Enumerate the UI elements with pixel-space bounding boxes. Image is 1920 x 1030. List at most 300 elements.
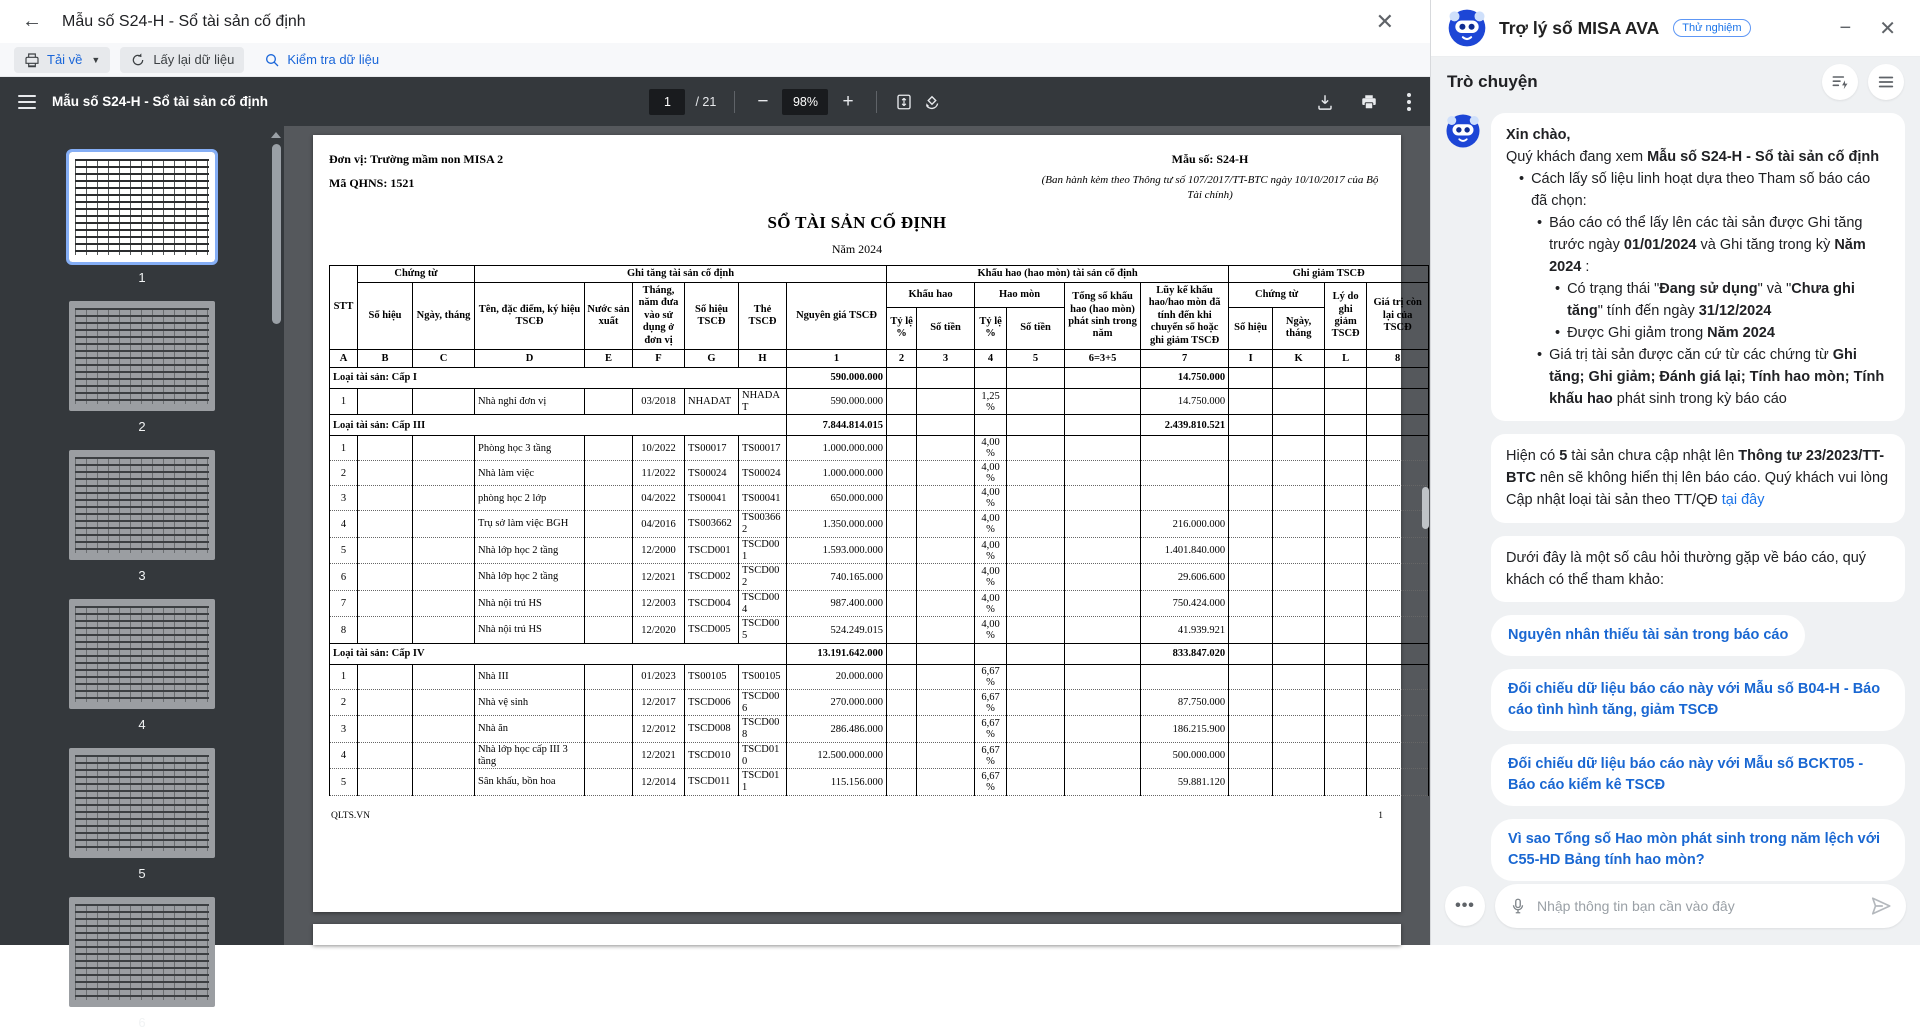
send-icon[interactable] <box>1870 895 1892 917</box>
cell: 4 <box>330 742 358 769</box>
cell: 13.191.642.000 <box>787 643 887 664</box>
cell: TSCD011 <box>739 769 787 796</box>
cell: TSCD004 <box>739 590 787 617</box>
cell <box>1229 388 1273 415</box>
cell: 12/2021 <box>633 564 685 591</box>
cell <box>413 461 475 486</box>
chat-section-bar <box>1431 57 1920 107</box>
footer-page-number: 1 <box>1378 810 1383 821</box>
cell: 5 <box>330 537 358 564</box>
cell: Nhà nội trú HS <box>475 617 585 644</box>
cell: 650.000.000 <box>787 486 887 511</box>
divider <box>734 91 735 113</box>
cell <box>585 689 633 716</box>
form-issued-note: (Ban hành kèm theo Thông tư số 107/2017/TT-BTC ngày 10/10/2017 của Bộ Tài chính) <box>1041 174 1379 201</box>
cell: TSCD002 <box>739 564 787 591</box>
cell <box>1367 716 1429 743</box>
thumbnail-number: 6 <box>138 1015 146 1030</box>
cell <box>1065 367 1141 388</box>
new-conversation-button[interactable] <box>1822 64 1858 100</box>
cell: 6,67% <box>975 716 1007 743</box>
group-row <box>330 415 1429 436</box>
cell <box>1229 769 1273 796</box>
cell: TS00041 <box>685 486 739 511</box>
column-letter: C <box>413 349 475 367</box>
cell: 41.939.921 <box>1141 617 1229 644</box>
cell <box>1229 716 1273 743</box>
cell <box>1325 643 1367 664</box>
cell: 4 <box>330 511 358 538</box>
cell <box>887 511 917 538</box>
thumbnail-page-5[interactable] <box>0 748 284 881</box>
column-letter: I <box>1229 349 1273 367</box>
column-letter: G <box>685 349 739 367</box>
beta-badge: Thử nghiệm <box>1673 19 1750 37</box>
cell <box>1065 564 1141 591</box>
cell: 12/2014 <box>633 769 685 796</box>
cell <box>413 769 475 796</box>
suggestion-chip[interactable]: Đối chiếu dữ liệu báo cáo này với Mẫu số BCKT05 - Báo cáo kiểm kê TSCĐ <box>1491 744 1905 806</box>
org-code: Mã QHNS: 1521 <box>329 176 415 190</box>
column-letter: 1 <box>787 349 887 367</box>
cell <box>358 689 413 716</box>
cell <box>1007 643 1065 664</box>
link[interactable]: tại đây <box>1721 492 1765 509</box>
thumbnail-image <box>69 301 215 411</box>
cell: TS00024 <box>739 461 787 486</box>
cell <box>1273 769 1325 796</box>
cell: Nhà lớp học cấp III 3 tầng <box>475 742 585 769</box>
window-titlebar <box>0 0 1430 43</box>
cell <box>585 716 633 743</box>
suggestion-chip[interactable]: Đối chiếu dữ liệu báo cáo này với Mẫu số B04-H - Báo cáo tình hình tăng, giảm TSCĐ <box>1491 669 1905 731</box>
cell <box>413 564 475 591</box>
cell <box>358 564 413 591</box>
asset-row <box>330 564 1429 591</box>
cell <box>887 436 917 461</box>
document-viewport <box>284 126 1430 945</box>
cell <box>1367 415 1429 436</box>
cell: 4,00% <box>975 617 1007 644</box>
cell: TS00024 <box>685 461 739 486</box>
cell <box>1325 664 1367 689</box>
cell <box>1273 486 1325 511</box>
cell <box>1065 388 1141 415</box>
cell: 1.350.000.000 <box>787 511 887 538</box>
thumbnail-number: 5 <box>138 866 146 881</box>
asset-row <box>330 769 1429 796</box>
cell: 87.750.000 <box>1141 689 1229 716</box>
cell: Trụ sở làm việc BGH <box>475 511 585 538</box>
column-letter: 4 <box>975 349 1007 367</box>
cell: 5 <box>330 769 358 796</box>
cell <box>585 590 633 617</box>
refresh-data-button[interactable] <box>120 47 244 73</box>
cell <box>1007 689 1065 716</box>
chat-input-pill <box>1495 884 1906 928</box>
column-letter: 7 <box>1141 349 1229 367</box>
cell: 987.400.000 <box>787 590 887 617</box>
cell: 2 <box>330 461 358 486</box>
cell <box>1325 537 1367 564</box>
back-arrow-icon[interactable]: ← <box>22 10 42 32</box>
cell: TSCD008 <box>739 716 787 743</box>
cell: 12/2000 <box>633 537 685 564</box>
menu-icon <box>1877 73 1895 91</box>
cell: Nhà lớp học 2 tầng <box>475 537 585 564</box>
cell: Nhà lớp học 2 tầng <box>475 564 585 591</box>
cell: 4,00% <box>975 461 1007 486</box>
cell <box>1007 367 1065 388</box>
cell <box>1367 436 1429 461</box>
search-icon <box>264 52 280 68</box>
cell <box>1007 537 1065 564</box>
rotate-icon[interactable] <box>923 93 941 111</box>
cell <box>1367 689 1429 716</box>
cell: 11/2022 <box>633 461 685 486</box>
cell: TSCD002 <box>685 564 739 591</box>
cell: 10/2022 <box>633 436 685 461</box>
cell <box>413 590 475 617</box>
close-panel-icon[interactable]: ✕ <box>1879 17 1896 40</box>
cell <box>585 461 633 486</box>
scroll-up-icon[interactable] <box>271 132 281 138</box>
cell: TS00017 <box>739 436 787 461</box>
cell <box>1325 388 1367 415</box>
cell <box>917 564 975 591</box>
cell <box>887 388 917 415</box>
thumbnail-number: 4 <box>138 717 146 732</box>
chat-input[interactable] <box>1537 898 1860 914</box>
fit-page-icon[interactable] <box>895 93 913 111</box>
cell <box>975 643 1007 664</box>
cell <box>1007 511 1065 538</box>
page-number-input[interactable] <box>649 89 685 115</box>
cell <box>1325 716 1367 743</box>
cell <box>1007 415 1065 436</box>
thumbnail-image <box>69 897 215 1007</box>
cell: phòng học 2 lớp <box>475 486 585 511</box>
asset-row <box>330 436 1429 461</box>
cell <box>887 537 917 564</box>
cell: 12/2003 <box>633 590 685 617</box>
pdf-page-controls <box>288 89 1302 115</box>
cell <box>1007 664 1065 689</box>
asset-row <box>330 716 1429 743</box>
cell: 4,00% <box>975 590 1007 617</box>
cell: NHADAT <box>739 388 787 415</box>
cell: 12/2020 <box>633 617 685 644</box>
cell <box>887 486 917 511</box>
cell: 1.593.000.000 <box>787 537 887 564</box>
scrollbar-thumb[interactable] <box>272 144 281 324</box>
download-button[interactable] <box>14 47 110 73</box>
suggestion-chip[interactable]: Vì sao Tổng số Hao mòn phát sinh trong năm lệch với C55-HD Bảng tính hao mòn? <box>1491 819 1905 881</box>
chat-message <box>1491 434 1905 522</box>
cell <box>413 486 475 511</box>
cell <box>1273 716 1325 743</box>
cell: 524.249.015 <box>787 617 887 644</box>
cell: Nhà nội trú HS <box>475 590 585 617</box>
footer-brand: QLTS.VN <box>331 810 370 821</box>
cell <box>1141 436 1229 461</box>
cell <box>1273 367 1325 388</box>
cell <box>1065 537 1141 564</box>
mic-icon[interactable] <box>1509 897 1527 915</box>
cell <box>1065 436 1141 461</box>
cell <box>917 486 975 511</box>
cell <box>1141 461 1229 486</box>
cell <box>1141 664 1229 689</box>
cell <box>1065 415 1141 436</box>
cell: 750.424.000 <box>1141 590 1229 617</box>
cell <box>1007 617 1065 644</box>
cell <box>1367 617 1429 644</box>
cell <box>887 617 917 644</box>
suggestion-chip[interactable]: Nguyên nhân thiếu tài sản trong báo cáo <box>1491 615 1805 656</box>
cell <box>1325 617 1367 644</box>
document-footer <box>329 811 1385 821</box>
column-letter: F <box>633 349 685 367</box>
zoom-in-button[interactable]: + <box>842 91 854 112</box>
cell: 7 <box>330 590 358 617</box>
cell <box>887 590 917 617</box>
cell: 286.486.000 <box>787 716 887 743</box>
cell <box>1367 537 1429 564</box>
viewer-content <box>0 126 1430 1030</box>
cell <box>1229 486 1273 511</box>
org-unit: Đơn vị: Trường mầm non MISA 2 <box>329 152 504 166</box>
cell <box>585 742 633 769</box>
asset-row <box>330 590 1429 617</box>
cell: 4,00% <box>975 486 1007 511</box>
cell: TSCD010 <box>739 742 787 769</box>
cell <box>358 537 413 564</box>
cell <box>887 689 917 716</box>
cell <box>917 742 975 769</box>
refresh-icon <box>130 52 146 68</box>
cell <box>1229 564 1273 591</box>
org-block <box>329 152 503 200</box>
cell <box>585 537 633 564</box>
print-icon[interactable] <box>1360 93 1378 111</box>
cell: TSCD001 <box>739 537 787 564</box>
cell <box>1367 486 1429 511</box>
message-bubble: Xin chào, Quý khách đang xem Mẫu số S24-H - Sổ tài sản cố định • Cách lấy số liệu linh hoạt dựa theo Tham số báo cáo đã chọn: • Báo cáo có thể lấy lên các tài sản được Ghi tăng trước ngày 01/01/2024 và Ghi tăng trong kỳ Năm 2024 : • Có trạng thái "Đang sử dụng" và "Chưa ghi tăng" tính đến ngày 31/12/2024 • Được Ghi giảm trong Năm 2024 • Giá trị tài sản được căn cứ từ các chứng từ Ghi tăng; Ghi giảm; Đánh giá lại; Tính hao mòn; Tính khấu hao phát sinh trong kỳ báo cáo <box>1491 113 1905 421</box>
sidebar-toggle-icon[interactable] <box>18 95 36 109</box>
cell <box>917 537 975 564</box>
cell: 6,67% <box>975 742 1007 769</box>
cell <box>917 716 975 743</box>
cell: TSCD005 <box>739 617 787 644</box>
cell: 01/2023 <box>633 664 685 689</box>
cell <box>1065 769 1141 796</box>
cell <box>1065 643 1141 664</box>
cell <box>1273 643 1325 664</box>
cell <box>585 486 633 511</box>
refresh-label: Lấy lại dữ liệu <box>153 52 235 67</box>
cell: TSCD006 <box>739 689 787 716</box>
chat-message <box>1491 536 1905 602</box>
cell: 12.500.000.000 <box>787 742 887 769</box>
thumbnail-image <box>69 748 215 858</box>
cell <box>1229 511 1273 538</box>
cell <box>887 643 917 664</box>
cell <box>917 367 975 388</box>
asset-row <box>330 617 1429 644</box>
column-letter: K <box>1273 349 1325 367</box>
cell: Nhà III <box>475 664 585 689</box>
cell <box>1065 486 1141 511</box>
thumbnail-page-4[interactable] <box>0 599 284 732</box>
cell <box>413 742 475 769</box>
cell: 1 <box>330 664 358 689</box>
ava-assistant-panel <box>1430 0 1920 945</box>
document-page-1 <box>313 135 1422 912</box>
cell: TSCD001 <box>685 537 739 564</box>
cell: 1.401.840.000 <box>1141 537 1229 564</box>
thumbnail-sidebar <box>0 126 284 1030</box>
panel-resize-handle[interactable] <box>1422 487 1429 529</box>
cell <box>358 461 413 486</box>
cell <box>1229 643 1273 664</box>
cell <box>585 436 633 461</box>
page-total: / 21 <box>695 94 717 109</box>
cell: NHADAT <box>685 388 739 415</box>
cell <box>1065 664 1141 689</box>
cell <box>917 461 975 486</box>
cell <box>1367 742 1429 769</box>
cell <box>413 388 475 415</box>
thumbnail-number: 2 <box>138 419 146 434</box>
thumbnail-page-1[interactable] <box>0 152 284 285</box>
cell <box>1007 716 1065 743</box>
cell <box>1367 511 1429 538</box>
cell: TSCD006 <box>685 689 739 716</box>
download-file-icon[interactable] <box>1316 93 1334 111</box>
cell <box>1065 689 1141 716</box>
cell: 03/2018 <box>633 388 685 415</box>
cell <box>887 415 917 436</box>
cell <box>413 511 475 538</box>
more-options-icon[interactable] <box>1404 93 1414 111</box>
cell <box>1065 742 1141 769</box>
cell <box>585 664 633 689</box>
message-bubble: Hiện có 5 tài sản chưa cập nhật lên Thông tư 23/2023/TT-BTC nên sẽ không hiển thị lên báo cáo. Quý khách vui lòng Cập nhật loại tài sản theo TT/QĐ tại đây <box>1491 434 1905 522</box>
cell: Nhà nghỉ đơn vị <box>475 388 585 415</box>
column-letter: A <box>330 349 358 367</box>
cell: 3 <box>330 716 358 743</box>
cell: TS00041 <box>739 486 787 511</box>
cell <box>1273 388 1325 415</box>
cell: 6 <box>330 564 358 591</box>
cell <box>358 436 413 461</box>
thumbnail-scrollbar[interactable] <box>270 130 282 949</box>
cell: Nhà vệ sinh <box>475 689 585 716</box>
cell <box>1229 367 1273 388</box>
cell <box>1141 486 1229 511</box>
minimize-icon[interactable]: − <box>1839 16 1852 39</box>
asset-row <box>330 486 1429 511</box>
cell <box>887 461 917 486</box>
document-header <box>329 152 1385 203</box>
cell <box>887 564 917 591</box>
thumbnail-page-2[interactable] <box>0 301 284 434</box>
cell <box>887 742 917 769</box>
cell <box>1007 461 1065 486</box>
cell: TS00105 <box>685 664 739 689</box>
column-letter: D <box>475 349 585 367</box>
cell <box>1007 769 1065 796</box>
column-letter: 5 <box>1007 349 1065 367</box>
thumbnail-number: 3 <box>138 568 146 583</box>
cell <box>887 367 917 388</box>
cell: Phòng học 3 tầng <box>475 436 585 461</box>
compose-icon <box>1830 72 1850 92</box>
thumbnail-page-3[interactable] <box>0 450 284 583</box>
document-title: SỔ TÀI SẢN CỐ ĐỊNH <box>767 212 947 232</box>
check-data-button[interactable] <box>254 47 389 73</box>
cell: TS003662 <box>739 511 787 538</box>
cell <box>1325 461 1367 486</box>
group-row <box>330 643 1429 664</box>
chat-menu-button[interactable] <box>1868 64 1904 100</box>
asset-row <box>330 461 1429 486</box>
cell: 20.000.000 <box>787 664 887 689</box>
thumbnail-image <box>69 450 215 560</box>
cell <box>1007 590 1065 617</box>
cell <box>413 689 475 716</box>
assistant-avatar <box>1447 8 1487 48</box>
letters-row <box>330 349 1429 367</box>
cell: 12/2021 <box>633 742 685 769</box>
cell: 500.000.000 <box>1141 742 1229 769</box>
message-avatar <box>1445 113 1481 149</box>
cell: 1 <box>330 436 358 461</box>
cell: 590.000.000 <box>787 388 887 415</box>
pdf-toolbar <box>0 77 1430 126</box>
cell <box>1065 461 1141 486</box>
chat-section-title: Trò chuyện <box>1447 72 1538 91</box>
thumbnail-page-6[interactable] <box>0 897 284 1030</box>
cell <box>1367 461 1429 486</box>
asset-row <box>330 511 1429 538</box>
cell <box>1367 564 1429 591</box>
cell <box>887 716 917 743</box>
cell <box>1229 664 1273 689</box>
more-actions-button[interactable]: ••• <box>1445 886 1485 926</box>
cell: 4,00% <box>975 564 1007 591</box>
group-row <box>330 367 1429 388</box>
cell: Sân khấu, bồn hoa <box>475 769 585 796</box>
cell <box>358 590 413 617</box>
zoom-out-button[interactable]: − <box>757 91 769 112</box>
cell <box>358 769 413 796</box>
thumbnail-image <box>69 599 215 709</box>
cell <box>887 769 917 796</box>
ava-robot-icon <box>1445 113 1481 149</box>
cell <box>1273 511 1325 538</box>
close-icon[interactable]: ✕ <box>1375 8 1394 34</box>
cell <box>1273 461 1325 486</box>
cell <box>1229 436 1273 461</box>
cell <box>917 388 975 415</box>
ava-robot-icon <box>1447 8 1487 48</box>
cell: Nhà ăn <box>475 716 585 743</box>
cell <box>975 367 1007 388</box>
cell: 740.165.000 <box>787 564 887 591</box>
cell <box>1273 590 1325 617</box>
